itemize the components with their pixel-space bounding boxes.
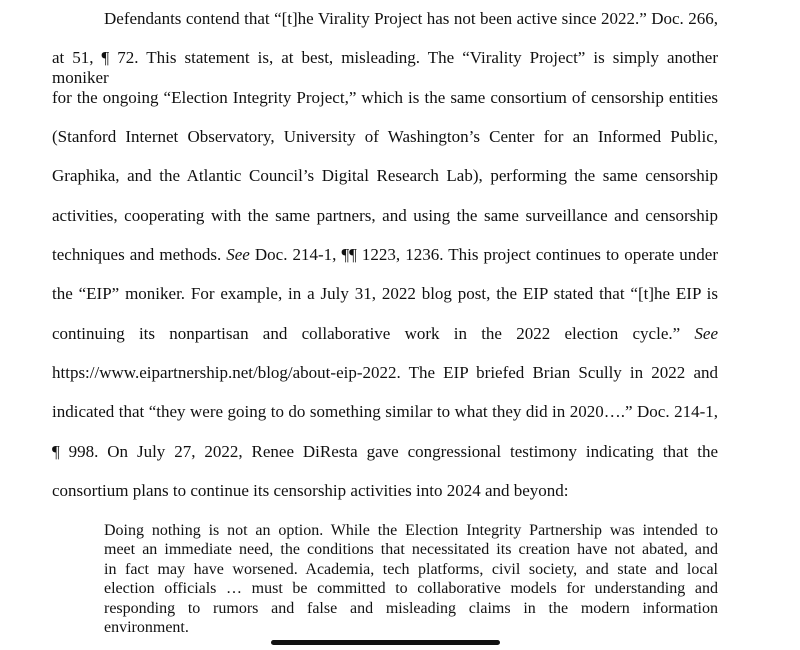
quote-line-1: Doing nothing is not an option. While the Election Integrity Partnership was intended to [104, 522, 718, 539]
paragraph-line-4: (Stanford Internet Observatory, University of Washington’s Center for an Informed Public, [52, 127, 718, 146]
paragraph-line-5: Graphika, and the Atlantic Council’s Digital Research Lab), performing the same censorship [52, 166, 718, 185]
quote-line-3: in fact may have worsened. Academia, tech platforms, civil society, and state and local [104, 561, 718, 578]
paragraph-line-6: activities, cooperating with the same partners, and using the same surveillance and censorship [52, 206, 718, 225]
paragraph-line-2: at 51, ¶ 72. This statement is, at best, misleading. The “Virality Project” is simply another moniker [52, 48, 718, 87]
paragraph-line-1: Defendants contend that “[t]he Virality Project has not been active since 2022.” Doc. 266, [104, 9, 718, 28]
home-indicator-bar[interactable] [271, 640, 500, 645]
paragraph-line-12: ¶ 998. On July 27, 2022, Renee DiResta gave congressional testimony indicating that the [52, 442, 718, 461]
paragraph-line-3: for the ongoing “Election Integrity Project,” which is the same consortium of censorship entities [52, 88, 718, 107]
quote-line-4: election officials … must be committed to collaborative models for understanding and [104, 580, 718, 597]
paragraph-line-11: indicated that “they were going to do something similar to what they did in 2020….” Doc. 214-1, [52, 402, 718, 421]
quote-line-2: meet an immediate need, the conditions that necessitated its creation have not abated, and [104, 541, 718, 558]
paragraph-line-10: https://www.eipartnership.net/blog/about-eip-2022. The EIP briefed Brian Scully in 2022 and [52, 363, 718, 382]
paragraph-line-8: the “EIP” moniker. For example, in a July 31, 2022 blog post, the EIP stated that “[t]he EIP is [52, 284, 718, 303]
paragraph-line-9: continuing its nonpartisan and collaborative work in the 2022 election cycle.” See [52, 324, 718, 343]
paragraph-line-7: techniques and methods. See Doc. 214-1, ¶¶ 1223, 1236. This project continues to operate under [52, 245, 718, 264]
quote-line-6: environment. [104, 619, 189, 636]
paragraph-line-13: consortium plans to continue its censorship activities into 2024 and beyond: [52, 481, 569, 500]
quote-line-5: responding to rumors and false and misleading claims in the modern information [104, 600, 718, 617]
